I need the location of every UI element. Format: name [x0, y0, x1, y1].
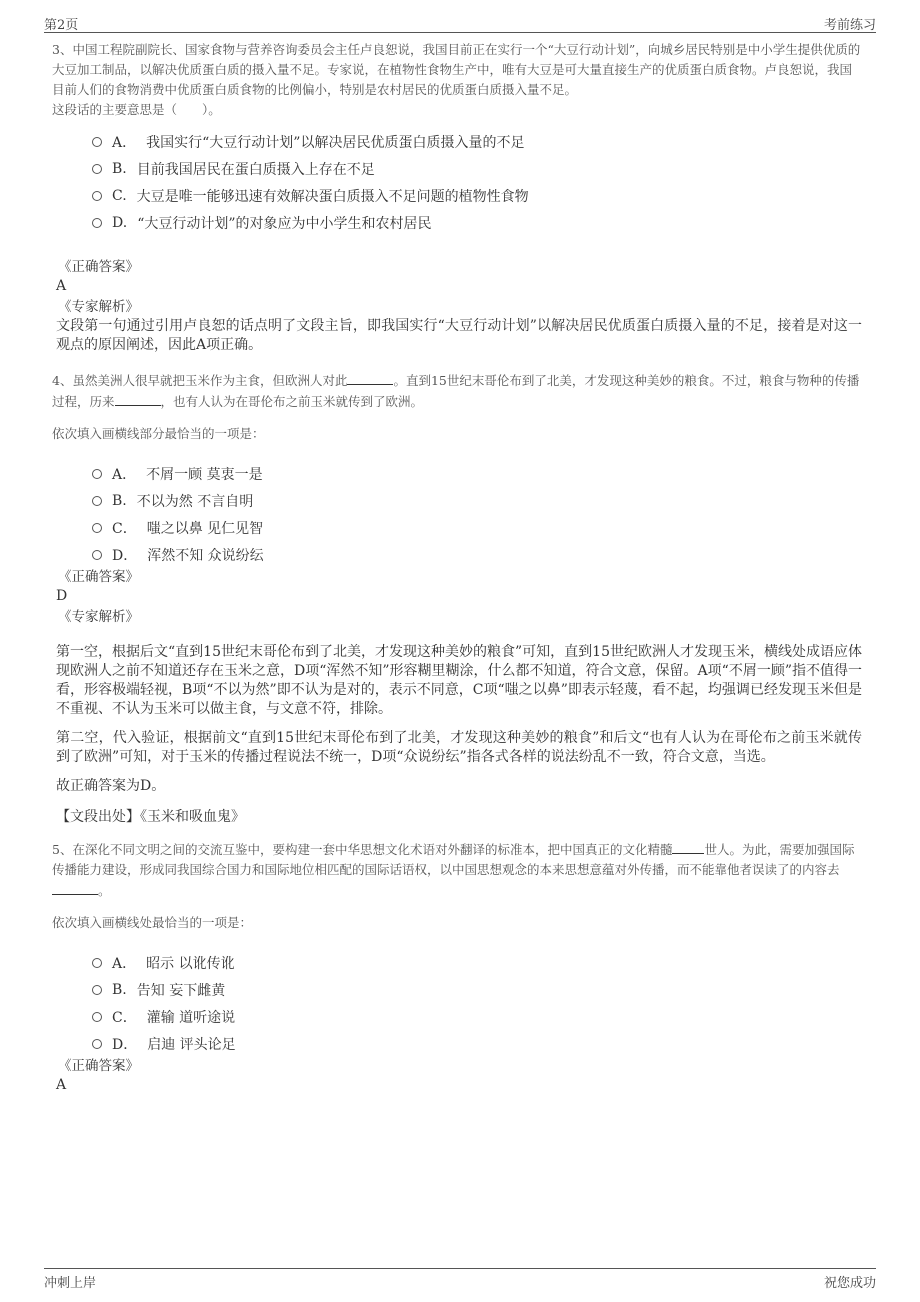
footer-right-text: 祝您成功: [823, 1276, 876, 1291]
expert-analysis-label: 《专家解析》: [58, 609, 139, 625]
question-5-prompt: 依次填入画横线处最恰当的一项是：: [52, 915, 253, 930]
header-divider: [44, 32, 876, 33]
radio-icon[interactable]: [92, 191, 102, 201]
answer-value: A: [56, 1077, 67, 1093]
footer-left-text: 冲刺上岸: [44, 1276, 97, 1291]
radio-icon[interactable]: [92, 1012, 102, 1022]
option-a[interactable]: A． 不屑一顾 莫衷一是: [92, 460, 862, 487]
radio-icon[interactable]: [92, 469, 102, 479]
blank-line: [52, 880, 98, 895]
question-4-text: 4、虽然美洲人很早就把玉米作为主食，但欧洲人对此 。直到15世纪末哥伦布到了北美，才发现这种美妙的粮食。不过，粮食与物种的传播过程，历来 ，也有人认为在哥伦布之前玉米就传到了欧洲。: [52, 370, 862, 412]
radio-icon[interactable]: [92, 523, 102, 533]
option-a[interactable]: A． 昭示 以讹传讹: [92, 949, 862, 976]
question-4-prompt: 依次填入画横线部分最恰当的一项是：: [52, 426, 265, 441]
footer-divider: [44, 1268, 876, 1269]
correct-answer-label: 《正确答案》: [58, 569, 139, 585]
page-number: 第2页: [44, 18, 79, 33]
radio-icon[interactable]: [92, 218, 102, 228]
radio-icon[interactable]: [92, 985, 102, 995]
option-a[interactable]: A． 我国实行“大豆行动计划”以解决居民优质蛋白质摄入量的不足: [92, 128, 862, 155]
correct-answer-label: 《正确答案》: [58, 259, 139, 275]
radio-icon[interactable]: [92, 1039, 102, 1049]
question-3: [52, 40, 862, 355]
question-5-text: 5、在深化不同文明之间的交流互鉴中，要构建一套中华思想文化术语对外翻译的标准本，把中国真正的文化精髓 世人。为此，需要加强国际传播能力建设，形成同我国综合国力和国际地位相匹配的国际话语权，以中国思想观念的本来思想意蕴对外传播，而不能靠他者误读了的内容去。: [52, 839, 862, 901]
option-c[interactable]: C． 灌输 道听途说: [92, 1003, 862, 1030]
option-c[interactable]: C. 大豆是唯一能够迅速有效解决蛋白质摄入不足问题的植物性食物: [92, 182, 862, 209]
analysis-conclusion: 故正确答案为D。: [56, 778, 166, 794]
radio-icon[interactable]: [92, 164, 102, 174]
option-d[interactable]: D. “大豆行动计划”的对象应为中小学生和农村居民: [92, 209, 862, 236]
question-5-options: [92, 949, 862, 1057]
radio-icon[interactable]: [92, 137, 102, 147]
radio-icon[interactable]: [92, 496, 102, 506]
answer-value: A: [56, 278, 67, 294]
analysis-text: 文段第一句通过引用卢良恕的话点明了文段主旨，即我国实行“大豆行动计划”以解决居民优质蛋白质摄入量的不足，接着是对这一观点的原因阐述，因此A项正确。: [56, 318, 862, 353]
doc-label: 考前练习: [823, 18, 876, 33]
expert-analysis-label: 《专家解析》: [58, 299, 139, 315]
option-d[interactable]: D． 浑然不知 众说纷纭: [92, 541, 862, 568]
answer-value: D: [56, 588, 68, 604]
option-b[interactable]: B. 目前我国居民在蛋白质摄入上存在不足: [92, 155, 862, 182]
correct-answer-label: 《正确答案》: [58, 1058, 139, 1074]
blank-line: [347, 370, 393, 385]
blank-line: [672, 839, 704, 854]
option-d[interactable]: D． 启迪 评头论足: [92, 1030, 862, 1057]
question-4-options: [92, 460, 862, 568]
radio-icon[interactable]: [92, 958, 102, 968]
page-content: [52, 40, 862, 1097]
option-b[interactable]: B. 告知 妄下雌黄: [92, 976, 862, 1003]
question-3-options: [92, 128, 862, 236]
blank-line: [115, 391, 161, 406]
option-b[interactable]: B. 不以为然 不言自明: [92, 487, 862, 514]
radio-icon[interactable]: [92, 550, 102, 560]
question-3-text: 3、中国工程院副院长、国家食物与营养咨询委员会主任卢良恕说，我国目前正在实行一个“大豆行动计划”，向城乡居民特别是中小学生提供优质的大豆加工制品，以解决优质蛋白质的摄入量不足。专家说，在植物性食物生产中，唯有大豆是可大量直接生产的优质蛋白质食物。卢良恕说，我国目前人们的食物消费中优质蛋白质食物的比例偏小，特别是农村居民的优质蛋白质摄入量不足。: [52, 42, 861, 97]
question-5: [52, 839, 862, 1095]
analysis-text: 第二空，代入验证，根据前文“直到15世纪末哥伦布到了北美，才发现这种美妙的粮食”和后文“也有人认为在哥伦布之前玉米就传到了欧洲”可知，对于玉米的传播过程说法不统一，D项“众说纷纭”指各式各样的说法纷乱不一致，符合文意，当选。: [56, 730, 862, 765]
question-3-prompt: 这段话的主要意思是（ ）。: [52, 102, 221, 117]
option-c[interactable]: C． 嗤之以鼻 见仁见智: [92, 514, 862, 541]
analysis-text: 第一空，根据后文“直到15世纪末哥伦布到了北美，才发现这种美妙的粮食”可知，直到15世纪欧洲人才发现玉米，横线处成语应体现欧洲人之前不知道还存在玉米之意，D项“浑然不知”形容糊里糊涂，什么都不知道，符合文意，保留。A项“不屑一顾”指不值得一看，形容极端轻视，B项“不以为然”即不认为是对的，表示不同意，C项“嗤之以鼻”即表示轻蔑，看不起，均强调已经发现玉米但是不重视、不认为玉米可以做主食，与文意不符，排除。: [56, 644, 862, 717]
source-citation: 【文段出处】《玉米和吸血鬼》: [56, 809, 245, 825]
question-4: [52, 370, 862, 827]
